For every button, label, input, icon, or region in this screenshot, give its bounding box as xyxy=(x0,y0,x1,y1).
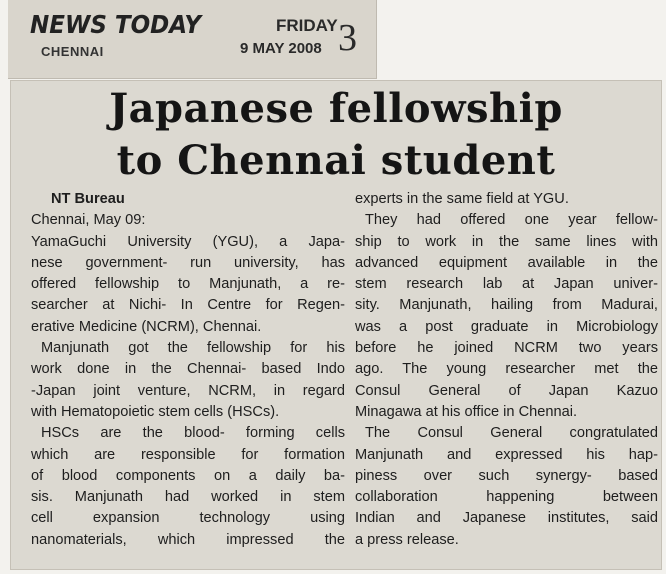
text-line: experts in the same field at YGU. xyxy=(355,191,569,207)
masthead xyxy=(8,0,377,79)
text-line: offered fellowship to Manjunath, a re- xyxy=(31,276,345,293)
text-line: -Japan joint venture, NCRM, in regard xyxy=(31,382,345,399)
text-line: a press release. xyxy=(355,531,459,548)
text-line: with Hematopoietic stem cells (HSCs). xyxy=(31,403,280,420)
text-line: HSCs are the blood- forming cells xyxy=(41,425,345,442)
text-line: sity. Manjunath, hailing from Madurai, xyxy=(355,297,658,314)
text-line: of blood components on a daily ba- xyxy=(31,467,345,484)
text-line: ago. The young researcher met the xyxy=(355,361,658,378)
text-line: piness over such synergy- based xyxy=(355,467,658,484)
headline-line-2: to Chennai student xyxy=(116,137,556,184)
article xyxy=(10,80,662,570)
text-line: nese government- run university, has xyxy=(31,254,345,271)
text-line: before he joined NCRM two years xyxy=(355,340,658,357)
newspaper-logo: NEWS TODAY xyxy=(30,10,202,39)
text-line: Minagawa at his office in Chennai. xyxy=(355,403,578,420)
text-line: Consul General of Japan Kazuo xyxy=(355,382,658,399)
text-line: work done in the Chennai- based Indo xyxy=(31,361,345,378)
text-line: YamaGuchi University (YGU), a Japa- xyxy=(31,233,345,250)
byline: NT Bureau xyxy=(51,191,125,207)
text-line: The Consul General congratulated xyxy=(365,425,658,442)
text-line: Manjunath got the fellowship for his xyxy=(41,340,345,357)
text-line: which are responsible for formation xyxy=(31,446,345,463)
text-line: searcher at Nichi- In Centre for Regen- xyxy=(31,297,345,314)
text-line: nanomaterials, which impressed the xyxy=(31,531,345,548)
text-line: sis. Manjunath had worked in stem xyxy=(31,489,345,506)
text-line: erative Medicine (NCRM), Chennai. xyxy=(31,318,262,335)
edition-city: CHENNAI xyxy=(41,44,104,59)
text-line: They had offered one year fellow- xyxy=(365,212,658,229)
dateline: Chennai, May 09: xyxy=(31,212,146,229)
page-number: 3 xyxy=(338,17,357,59)
text-line: collaboration happening between xyxy=(355,489,658,506)
article-column-right xyxy=(355,189,658,551)
text-line: was a post graduate in Microbiology xyxy=(355,318,658,335)
text-line: advanced equipment available in the xyxy=(355,254,658,271)
text-line: Indian and Japanese institutes, said xyxy=(355,510,658,527)
issue-day: FRIDAY xyxy=(276,16,338,35)
text-line: cell expansion technology using xyxy=(31,510,345,527)
text-line: Manjunath and expressed his hap- xyxy=(355,446,658,463)
text-line: ship to work in the same lines with xyxy=(355,233,658,250)
article-column-left xyxy=(31,189,345,551)
text-line: stem research lab at Japan univer- xyxy=(355,276,658,293)
left-column-text xyxy=(31,232,345,551)
issue-date: 9 MAY 2008 xyxy=(240,40,322,57)
right-column-text xyxy=(355,189,658,551)
headline-line-1: Japanese fellowship xyxy=(109,85,563,132)
